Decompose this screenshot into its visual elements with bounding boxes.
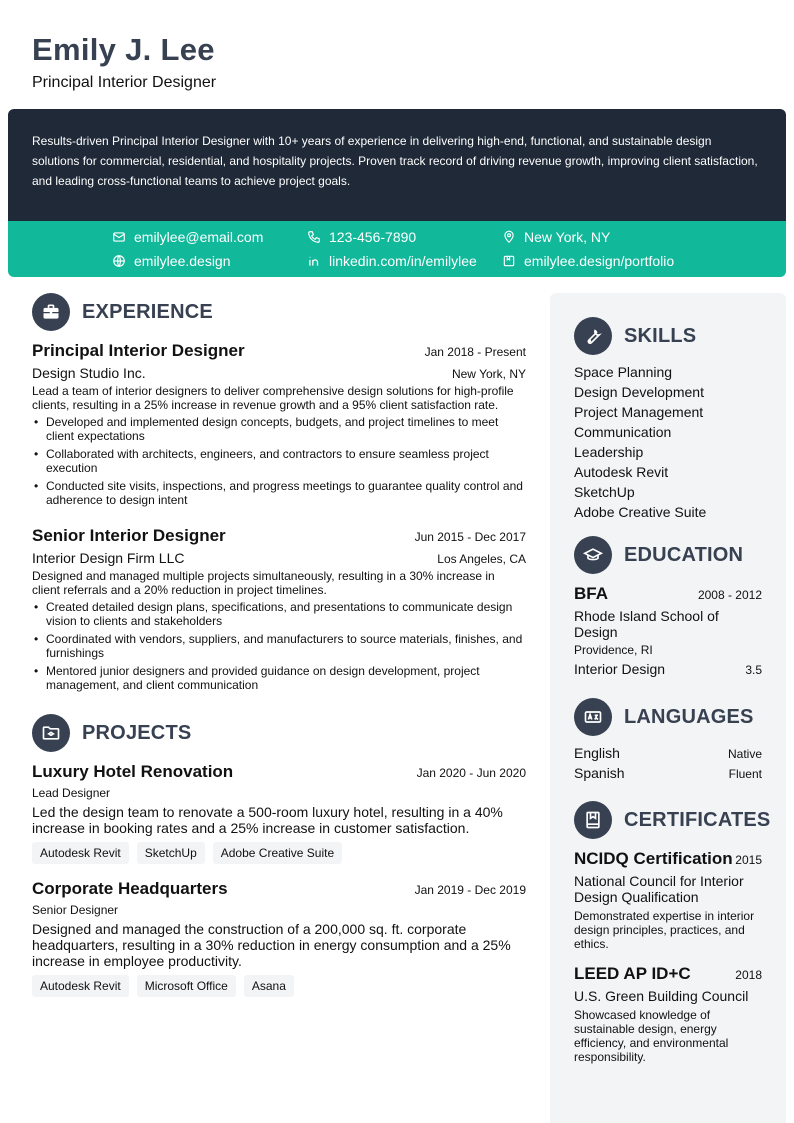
summary-text: Results-driven Principal Interior Designer with 10+ years of experience in delivering high-end, functional, and sustainable design solutions for commercial, residential, and hospitality projects. Proven track record of driving revenue growth, improving client satisfaction, and leading cross-functional teams to achieve project goals. — [32, 134, 758, 188]
education-heading — [574, 536, 743, 574]
education-major: Interior Design — [574, 661, 666, 677]
summary-section — [8, 109, 786, 221]
project-dates: Jan 2019 - Dec 2019 — [414, 883, 526, 897]
folder-icon — [32, 714, 70, 752]
certificate-description: Showcased knowledge of sustainable design, energy efficiency, and environmental responsibility. — [574, 1008, 729, 1064]
job-title: Principal Interior Designer — [32, 341, 245, 360]
job-dates: Jun 2015 - Dec 2017 — [414, 530, 526, 544]
skill-item: Design Development — [574, 384, 704, 400]
education-gpa: 3.5 — [745, 663, 762, 677]
job-bullet: • Conducted site visits, inspections, and progress meetings to guarantee quality control and adherence to design intent — [32, 479, 526, 507]
contact-location — [502, 229, 610, 245]
location-pin-icon — [502, 230, 516, 244]
language-name: English — [574, 745, 620, 761]
contact-email[interactable] — [112, 229, 263, 245]
email-text: emilylee@email.com — [134, 229, 264, 245]
candidate-name: Emily J. Lee — [32, 32, 215, 67]
job-entry — [32, 526, 526, 696]
education-dates: 2008 - 2012 — [697, 588, 762, 602]
linkedin-text: linkedin.com/in/emilylee — [329, 253, 477, 269]
job-bullet: • Coordinated with vendors, suppliers, and manufacturers to source materials, finishes, and furnishings — [32, 632, 526, 660]
project-entry — [32, 879, 526, 997]
contact-linkedin[interactable] — [307, 253, 477, 269]
contact-website[interactable] — [112, 253, 231, 269]
contact-portfolio[interactable] — [502, 253, 674, 269]
language-item — [574, 764, 762, 784]
contact-phone[interactable] — [307, 229, 416, 245]
certificate-entry — [574, 964, 762, 1064]
phone-text: 123-456-7890 — [329, 229, 417, 245]
portfolio-text: emilylee.design/portfolio — [524, 253, 675, 269]
job-dates: Jan 2018 - Present — [424, 345, 526, 359]
project-title: Luxury Hotel Renovation — [32, 762, 234, 781]
experience-title: EXPERIENCE — [82, 300, 213, 323]
job-entry — [32, 341, 526, 511]
job-company: Interior Design Firm LLC — [32, 550, 185, 566]
certificates-title: CERTIFICATES — [624, 808, 771, 831]
skills-title: SKILLS — [624, 324, 697, 347]
education-school: Rhode Island School of Design — [574, 608, 719, 640]
skill-item: Space Planning — [574, 364, 673, 380]
mail-icon — [112, 230, 126, 244]
certificate-year: 2018 — [735, 968, 762, 982]
job-bullets — [32, 415, 526, 507]
project-tag: SketchUp — [137, 842, 205, 864]
education-location: Providence, RI — [574, 643, 653, 657]
project-description: Led the design team to renovate a 500-room luxury hotel, resulting in a 40% increase in booking rates and a 25% increase in customer satisfaction. — [32, 804, 503, 836]
education-title: EDUCATION — [624, 543, 744, 566]
briefcase-icon — [32, 293, 70, 331]
language-item — [574, 744, 762, 764]
skill-item: Leadership — [574, 444, 644, 460]
contact-bar — [8, 221, 786, 277]
project-tag: Microsoft Office — [137, 975, 236, 997]
certificate-year: 2015 — [735, 853, 762, 867]
experience-heading — [32, 293, 213, 331]
portfolio-icon — [502, 254, 516, 268]
project-dates: Jan 2020 - Jun 2020 — [416, 766, 526, 780]
location-text: New York, NY — [524, 229, 611, 245]
language-level: Fluent — [728, 767, 762, 781]
languages-title: LANGUAGES — [624, 705, 754, 728]
project-tag: Autodesk Revit — [32, 975, 129, 997]
project-tags — [32, 842, 526, 864]
wrench-icon — [574, 317, 612, 355]
project-entry — [32, 762, 526, 864]
job-bullet: • Created detailed design plans, specifications, and presentations to communicate design vision to clients and stakeholders — [32, 600, 526, 628]
education-degree: BFA — [574, 584, 608, 603]
skill-item: SketchUp — [574, 484, 635, 500]
candidate-title: Principal Interior Designer — [32, 74, 217, 91]
project-tags — [32, 975, 526, 997]
translate-icon — [574, 698, 612, 736]
job-title: Senior Interior Designer — [32, 526, 226, 545]
certificate-description: Demonstrated expertise in interior design principles, practices, and ethics. — [574, 909, 755, 951]
linkedin-icon — [307, 254, 321, 268]
resume-header — [32, 32, 216, 92]
project-tag: Autodesk Revit — [32, 842, 129, 864]
job-description: Designed and managed multiple projects simultaneously, resulting in a 30% increase in client referrals and a 20% reduction in project timelines. — [32, 569, 495, 597]
graduation-cap-icon — [574, 536, 612, 574]
skills-list — [574, 362, 764, 522]
job-company: Design Studio Inc. — [32, 365, 146, 381]
skills-heading — [574, 317, 696, 355]
job-location: New York, NY — [451, 367, 526, 381]
project-role: Lead Designer — [32, 786, 111, 800]
project-role: Senior Designer — [32, 903, 119, 917]
skill-item: Project Management — [574, 404, 704, 420]
job-location: Los Angeles, CA — [437, 552, 526, 566]
project-tag: Adobe Creative Suite — [213, 842, 342, 864]
job-bullet: • Developed and implemented design concepts, budgets, and project timelines to meet client expectations — [32, 415, 526, 443]
certificate-entry — [574, 849, 762, 951]
project-title: Corporate Headquarters — [32, 879, 228, 898]
job-bullets — [32, 600, 526, 692]
certificate-name: NCIDQ Certification — [574, 849, 733, 868]
project-description: Designed and managed the construction of a 200,000 sq. ft. corporate headquarters, resulting in a 30% reduction in energy consumption and a 25% increase in employee productivity. — [32, 921, 511, 969]
language-level: Native — [727, 747, 762, 761]
phone-icon — [307, 230, 321, 244]
languages-list — [574, 744, 762, 784]
website-text: emilylee.design — [134, 253, 231, 269]
language-name: Spanish — [574, 765, 625, 781]
languages-heading — [574, 698, 754, 736]
globe-icon — [112, 254, 126, 268]
education-entry — [574, 584, 762, 677]
certificate-issuer: National Council for Interior Design Qualification — [574, 873, 744, 905]
certificates-heading — [574, 801, 770, 839]
projects-title: PROJECTS — [82, 721, 192, 744]
skill-item: Communication — [574, 424, 672, 440]
certificate-issuer: U.S. Green Building Council — [574, 988, 749, 1004]
job-bullet: • Collaborated with architects, engineers, and contractors to ensure seamless project execution — [32, 447, 526, 475]
certificate-name: LEED AP ID+C — [574, 964, 691, 983]
job-bullet: • Mentored junior designers and provided guidance on design development, project management, and client communication — [32, 664, 526, 692]
project-tag: Asana — [244, 975, 294, 997]
skill-item: Adobe Creative Suite — [574, 504, 707, 520]
job-description: Lead a team of interior designers to deliver comprehensive design solutions for high-profile clients, resulting in a 25% increase in revenue growth and a 95% client satisfaction rate. — [32, 384, 514, 412]
bookmark-book-icon — [574, 801, 612, 839]
projects-heading — [32, 714, 191, 752]
skill-item: Autodesk Revit — [574, 464, 669, 480]
